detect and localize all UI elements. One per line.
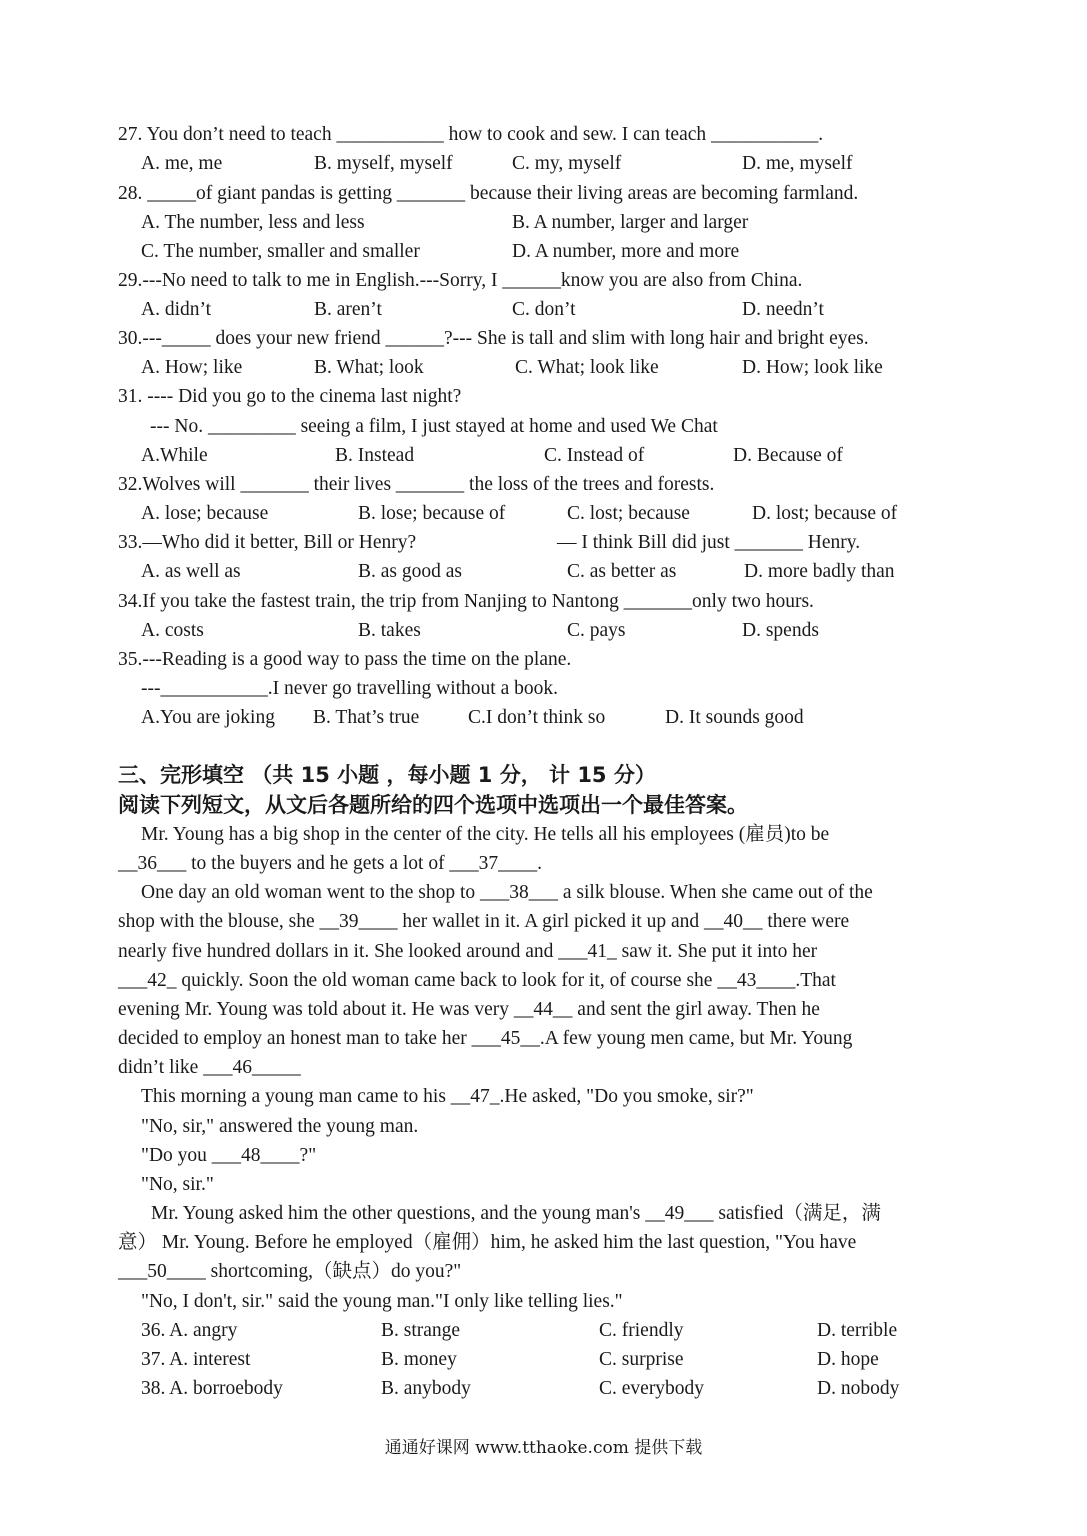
- q30-option-a: A. How; like: [141, 357, 243, 378]
- passage-line: Mr. Young has a big shop in the center of the city. He tells all his employees (雇员)to be: [141, 824, 830, 845]
- passage-line: "No, sir," answered the young man.: [141, 1116, 419, 1137]
- q32-option-d: D. lost; because of: [752, 503, 898, 524]
- passage-line: evening Mr. Young was told about it. He was very __44__ and sent the girl away. Then he: [118, 999, 820, 1020]
- q34-option-a: A. costs: [141, 620, 204, 641]
- q34-option-c: C. pays: [567, 620, 626, 641]
- passage-line: "No, sir.": [141, 1174, 214, 1195]
- passage-line: This morning a young man came to his __47_.He asked, "Do you smoke, sir?": [141, 1086, 754, 1107]
- passage-line: "No, I don't, sir." said the young man."I only like telling lies.": [141, 1291, 623, 1312]
- q37-option-b: B. money: [381, 1349, 457, 1370]
- passage-line: __36___ to the buyers and he gets a lot of ___37____.: [118, 853, 543, 874]
- q29-option-c: C. don’t: [512, 299, 576, 320]
- question-31-reply: --- No. _________ seeing a film, I just stayed at home and used We Chat: [150, 416, 718, 437]
- q27-option-d: D. me, myself: [742, 153, 853, 174]
- q35-option-a: A.You are joking: [141, 707, 275, 728]
- passage-line: ___50____ shortcoming,（缺点）do you?": [118, 1261, 462, 1282]
- q31-option-d: D. Because of: [733, 445, 843, 466]
- q31-option-b: B. Instead: [335, 445, 415, 466]
- q28-option-d: D. A number, more and more: [512, 241, 740, 262]
- q27-option-c: C. my, myself: [512, 153, 622, 174]
- q35-option-b: B. That’s true: [313, 707, 420, 728]
- passage-line: 意） Mr. Young. Before he employed（雇佣）him, he asked him the last question, "You have: [118, 1232, 857, 1253]
- question-27-stem: 27. You don’t need to teach ___________ how to cook and sew. I can teach ___________.: [118, 124, 824, 145]
- q32-option-c: C. lost; because: [567, 503, 690, 524]
- q30-option-d: D. How; look like: [742, 357, 883, 378]
- passage-line: "Do you ___48____?": [141, 1145, 317, 1166]
- q29-option-a: A. didn’t: [141, 299, 212, 320]
- q37-option-c: C. surprise: [599, 1349, 684, 1370]
- question-30-stem: 30.---_____ does your new friend ______?--- She is tall and slim with long hair and bright eyes.: [118, 328, 869, 349]
- q37-option-a: 37. A. interest: [141, 1349, 251, 1370]
- q33-option-d: D. more badly than: [744, 561, 895, 582]
- q38-option-b: B. anybody: [381, 1378, 471, 1399]
- passage-line: shop with the blouse, she __39____ her wallet in it. A girl picked it up and __40__ there were: [118, 911, 850, 932]
- q28-option-a: A. The number, less and less: [141, 212, 365, 233]
- question-29-stem: 29.---No need to talk to me in English.---Sorry, I ______know you are also from China.: [118, 270, 803, 291]
- question-33-stem: 33.—Who did it better, Bill or Henry?: [118, 532, 417, 553]
- q30-option-c: C. What; look like: [515, 357, 659, 378]
- q35-option-d: D. It sounds good: [665, 707, 804, 728]
- passage-line: ___42_ quickly. Soon the old woman came back to look for it, of course she __43____.That: [118, 970, 836, 991]
- question-34-stem: 34.If you take the fastest train, the trip from Nanjing to Nantong _______only two hours.: [118, 591, 814, 612]
- q36-option-b: B. strange: [381, 1320, 461, 1341]
- page-footer: 通通好课网 www.tthaoke.com 提供下载: [384, 1438, 703, 1458]
- passage-line: One day an old woman went to the shop to ___38___ a silk blouse. When she came out of the: [141, 882, 873, 903]
- q38-option-d: D. nobody: [817, 1378, 900, 1399]
- section-instruction: 阅读下列短文，从文后各题所给的四个选项中选项出一个最佳答案。: [118, 793, 748, 817]
- q32-option-a: A. lose; because: [141, 503, 269, 524]
- q33-option-a: A. as well as: [141, 561, 241, 582]
- q28-option-c: C. The number, smaller and smaller: [141, 241, 420, 262]
- section-title: 三、完形填空 （共 15 小题 ，每小题 1 分， 计 15 分）: [118, 763, 656, 787]
- q31-option-c: C. Instead of: [544, 445, 645, 466]
- passage-line: decided to employ an honest man to take her ___45__.A few young men came, but Mr. Young: [118, 1028, 853, 1049]
- q36-option-d: D. terrible: [817, 1320, 898, 1341]
- passage-line: didn’t like ___46_____: [118, 1057, 301, 1078]
- question-35-reply: ---___________.I never go travelling without a book.: [141, 678, 558, 699]
- q29-option-d: D. needn’t: [742, 299, 824, 320]
- question-35-stem: 35.---Reading is a good way to pass the time on the plane.: [118, 649, 572, 670]
- q30-option-b: B. What; look: [314, 357, 424, 378]
- q27-option-a: A. me, me: [141, 153, 223, 174]
- q36-option-a: 36. A. angry: [141, 1320, 238, 1341]
- question-31-stem: 31. ---- Did you go to the cinema last night?: [118, 386, 462, 407]
- q27-option-b: B. myself, myself: [314, 153, 453, 174]
- q33-option-c: C. as better as: [567, 561, 677, 582]
- q34-option-b: B. takes: [358, 620, 421, 641]
- q33-option-b: B. as good as: [358, 561, 462, 582]
- q29-option-b: B. aren’t: [314, 299, 382, 320]
- q34-option-d: D. spends: [742, 620, 819, 641]
- question-33-reply: — I think Bill did just _______ Henry.: [557, 532, 861, 553]
- q37-option-d: D. hope: [817, 1349, 879, 1370]
- question-28-stem: 28. _____of giant pandas is getting _______ because their living areas are becoming farmland.: [118, 183, 859, 204]
- q31-option-a: A.While: [141, 445, 208, 466]
- q38-option-a: 38. A. borroebody: [141, 1378, 283, 1399]
- q35-option-c: C.I don’t think so: [468, 707, 606, 728]
- q36-option-c: C. friendly: [599, 1320, 684, 1341]
- q28-option-b: B. A number, larger and larger: [512, 212, 749, 233]
- passage-line: nearly five hundred dollars in it. She looked around and ___41_ saw it. She put it into her: [118, 941, 818, 962]
- question-32-stem: 32.Wolves will _______ their lives _______ the loss of the trees and forests.: [118, 474, 715, 495]
- passage-line: Mr. Young asked him the other questions, and the young man's __49___ satisfied（满足，满: [151, 1203, 881, 1224]
- q38-option-c: C. everybody: [599, 1378, 705, 1399]
- q32-option-b: B. lose; because of: [358, 503, 506, 524]
